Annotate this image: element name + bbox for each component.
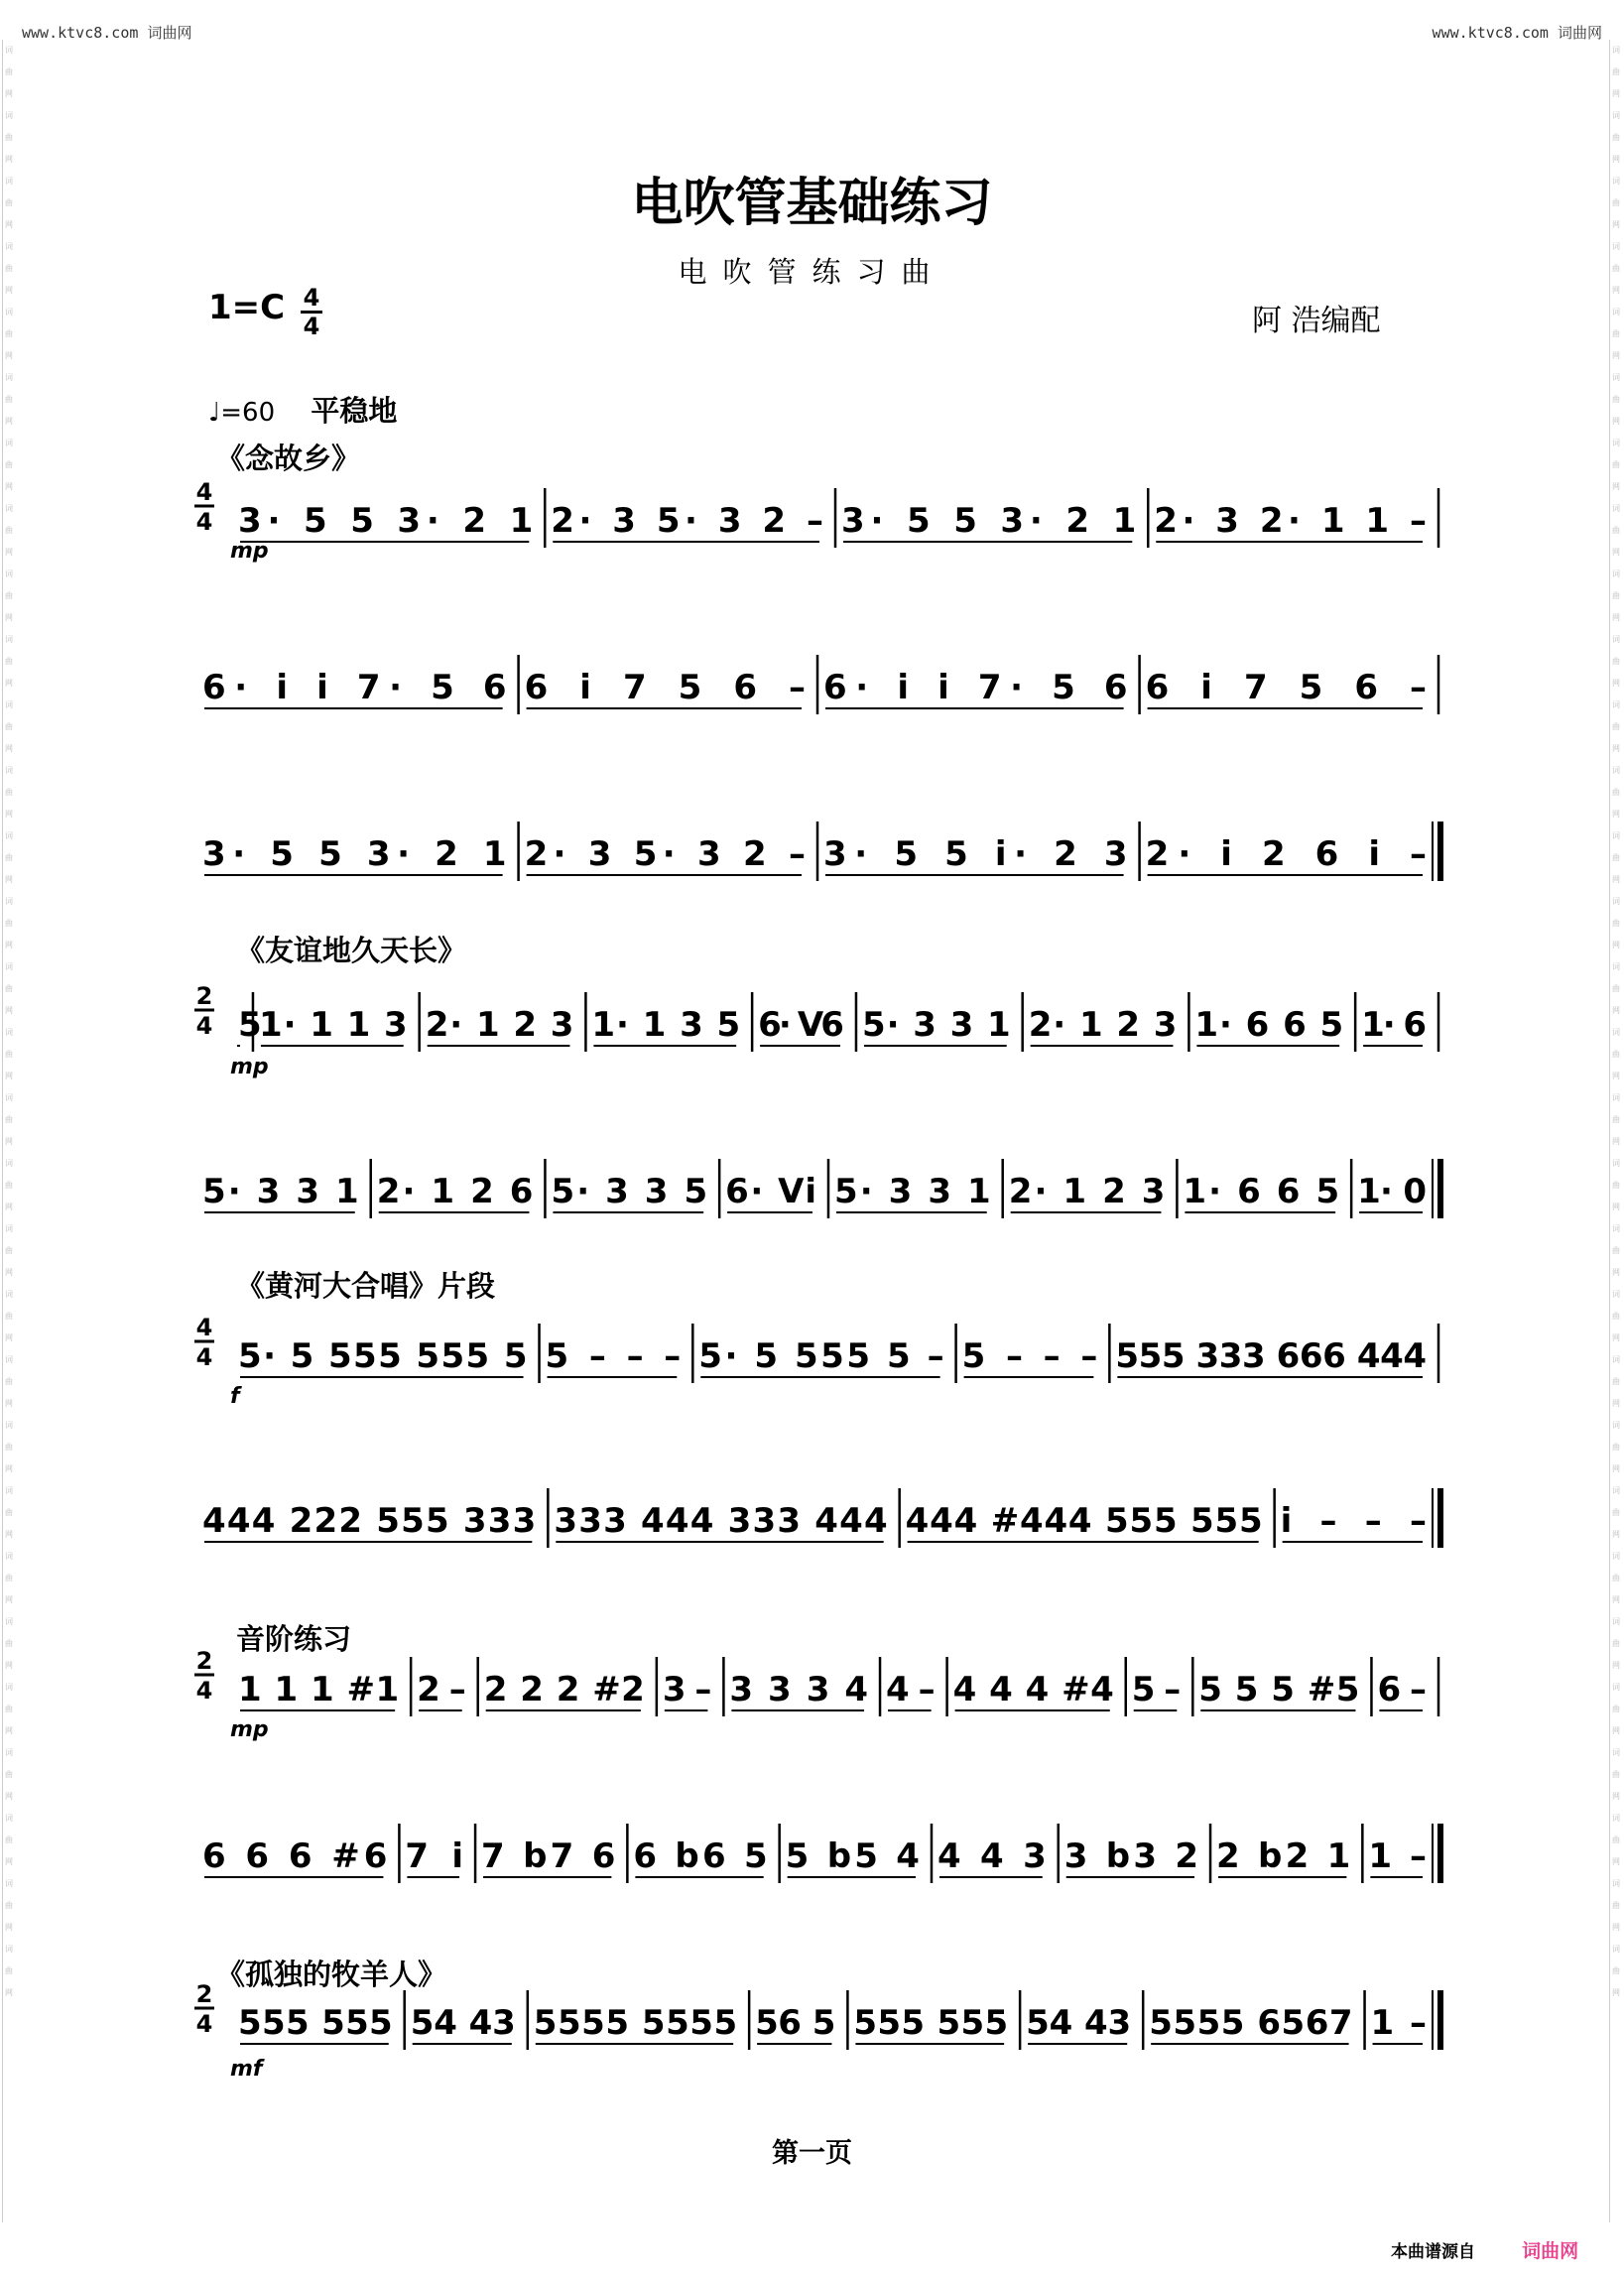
watermark-char: 词 — [5, 1290, 13, 1299]
watermark-char: 网 — [5, 1726, 13, 1735]
watermark-char: 曲 — [1612, 1050, 1620, 1059]
watermark-char: 曲 — [1612, 1181, 1620, 1190]
watermark-char: 词 — [1612, 700, 1620, 709]
measure-notes: 1· 1 1 3 — [258, 1005, 408, 1045]
watermark-char: 词 — [1612, 242, 1620, 251]
measure-notes: 6 b6 5 — [633, 1836, 768, 1876]
watermark-char: 网 — [1612, 220, 1620, 229]
watermark-char: 曲 — [1612, 67, 1620, 76]
watermark-char: 词 — [1612, 897, 1620, 906]
watermark-char: 曲 — [5, 395, 13, 404]
watermark-char: 词 — [1612, 635, 1620, 644]
dynamic-mark: f — [230, 1384, 240, 1409]
watermark-char: 曲 — [5, 1966, 13, 1975]
watermark-char: 网 — [5, 1137, 13, 1146]
measure-notes: 5555 5555 — [533, 2003, 738, 2043]
watermark-char: 词 — [5, 1879, 13, 1888]
measure-notes: 3· 5 5 3· 2 1 — [202, 834, 507, 874]
watermark-char: 词 — [5, 46, 13, 55]
measure-notes: 333 444 333 444 — [554, 1501, 888, 1541]
watermark-char: 网 — [1612, 1072, 1620, 1080]
watermark-char: 曲 — [5, 198, 13, 207]
watermark-char: 网 — [5, 810, 13, 819]
measure-notes: 3· 5 5 3· 2 1 — [841, 501, 1137, 541]
watermark-char: 词 — [1612, 1224, 1620, 1233]
watermark-char: 词 — [5, 1028, 13, 1037]
measure-notes: 444 #444 555 555 — [905, 1501, 1263, 1541]
watermark-char: 曲 — [1612, 984, 1620, 993]
watermark-char: 曲 — [5, 853, 13, 862]
watermark-char: 曲 — [5, 264, 13, 273]
watermark-char: 网 — [5, 286, 13, 295]
watermark-char: 网 — [5, 1268, 13, 1277]
dynamic-mark: mf — [230, 2057, 263, 2082]
watermark-char: 词 — [5, 1093, 13, 1102]
watermark-char: 曲 — [5, 919, 13, 928]
watermark-char: 网 — [5, 89, 13, 98]
watermark-char: 词 — [1612, 1945, 1620, 1954]
page-title: 电吹管基础练习 — [631, 174, 993, 233]
measure-notes: 555 555 — [238, 2003, 393, 2043]
watermark-char: 曲 — [5, 1901, 13, 1910]
watermark-char: 网 — [5, 1530, 13, 1539]
time-signature-bottom: 4 — [195, 1677, 213, 1705]
watermark-char: 曲 — [1612, 1770, 1620, 1779]
measure-notes: 5· 3 3 1 — [861, 1005, 1011, 1045]
watermark-char: 词 — [5, 962, 13, 971]
measure-notes: 7 b7 6 — [481, 1836, 616, 1876]
measure-notes: 4 – — [886, 1670, 936, 1709]
watermark-char: 曲 — [5, 329, 13, 338]
watermark-char: 词 — [5, 439, 13, 447]
watermark-char: 网 — [1612, 810, 1620, 819]
time-signature-bottom: 4 — [195, 2010, 213, 2038]
measure-notes: 2 b2 1 — [1216, 1836, 1351, 1876]
measure-notes: 2· 3 5· 3 2 – — [524, 834, 806, 874]
watermark-char: 词 — [5, 1748, 13, 1757]
watermark-char: 网 — [1612, 941, 1620, 949]
watermark-char: 曲 — [1612, 1705, 1620, 1713]
watermark-char: 网 — [1612, 155, 1620, 164]
measure-notes: 3 b3 2 — [1063, 1836, 1199, 1876]
watermark-char: 词 — [1612, 111, 1620, 120]
watermark-char: 网 — [5, 744, 13, 753]
watermark-char: 网 — [1612, 482, 1620, 491]
watermark-char: 网 — [5, 548, 13, 557]
watermark-char: 词 — [5, 111, 13, 120]
watermark-char: 词 — [5, 1814, 13, 1823]
watermark-char: 曲 — [1612, 1508, 1620, 1517]
watermark-char: 曲 — [5, 1246, 13, 1255]
watermark-char: 网 — [1612, 1792, 1620, 1801]
watermark-char: 词 — [1612, 177, 1620, 186]
watermark-char: 词 — [5, 569, 13, 578]
watermark-char: 词 — [1612, 1028, 1620, 1037]
watermark-char: 网 — [1612, 1661, 1620, 1670]
watermark-char: 曲 — [5, 526, 13, 535]
watermark-char: 网 — [1612, 1464, 1620, 1473]
watermark-char: 网 — [1612, 1006, 1620, 1015]
watermark-char: 词 — [1612, 1093, 1620, 1102]
dynamic-mark: mp — [230, 539, 269, 564]
watermark-char: 网 — [5, 679, 13, 688]
watermark-char: 网 — [5, 1464, 13, 1473]
measure-notes: 2· 3 2· 1 1 – — [1154, 501, 1427, 541]
measure-notes: 2· 1 2 3 — [1008, 1172, 1166, 1211]
watermark-char: 词 — [5, 766, 13, 775]
tempo-marking: ♩=60 平稳地 — [208, 394, 398, 428]
watermark-char: 网 — [1612, 1726, 1620, 1735]
watermark-char: 词 — [1612, 766, 1620, 775]
watermark-char: 曲 — [5, 1377, 13, 1386]
watermark-char: 曲 — [1612, 526, 1620, 535]
watermark-char: 网 — [1612, 1530, 1620, 1539]
measure-notes: 2· 1 2 3 — [1028, 1005, 1178, 1045]
section-title: 音阶练习 — [236, 1622, 352, 1656]
watermark-char: 网 — [5, 1006, 13, 1015]
watermark-char: 曲 — [1612, 1312, 1620, 1321]
arranger: 阿 浩编配 — [1252, 304, 1381, 338]
page-number: 第一页 — [772, 2138, 852, 2169]
watermark-char: 词 — [5, 1617, 13, 1626]
measure-notes: 3· 5 5 i· 2 3 — [823, 834, 1128, 874]
measure-notes: 555 333 666 444 — [1115, 1336, 1427, 1376]
time-signature-bottom: 4 — [195, 508, 213, 536]
watermark-char: 词 — [1612, 46, 1620, 55]
watermark-char: 网 — [5, 1661, 13, 1670]
watermark-char: 曲 — [1612, 1115, 1620, 1124]
measure-notes: 2 2 2 #2 — [483, 1670, 645, 1709]
measure-notes: 54 43 — [410, 2003, 516, 2043]
watermark-char: 词 — [1612, 1748, 1620, 1757]
measure-notes: 1· 0 — [1357, 1172, 1427, 1211]
time-signature-bottom: 4 — [195, 1343, 213, 1371]
watermark-char: 词 — [1612, 373, 1620, 382]
watermark-char: 曲 — [1612, 1246, 1620, 1255]
watermark-char: 网 — [1612, 286, 1620, 295]
watermark-char: 网 — [5, 1792, 13, 1801]
watermark-char: 网 — [5, 351, 13, 360]
measure-notes: 3 3 3 4 — [729, 1670, 869, 1709]
watermark-char: 网 — [1612, 89, 1620, 98]
measure-notes: 1· 1 3 5 — [591, 1005, 741, 1045]
watermark-char: 网 — [5, 417, 13, 426]
time-signature-top: 4 — [195, 478, 213, 506]
brand-logo: 词曲网 — [1522, 2240, 1579, 2262]
watermark-char: 曲 — [1612, 1901, 1620, 1910]
measure-notes: 1 1 1 #1 — [238, 1670, 400, 1709]
measure-notes: 5 5 5 #5 — [1198, 1670, 1360, 1709]
watermark-char: 词 — [1612, 1879, 1620, 1888]
watermark-char: 词 — [5, 1486, 13, 1495]
measure-notes: 2 – — [417, 1670, 466, 1709]
watermark-char: 曲 — [5, 460, 13, 469]
watermark-char: 词 — [1612, 1486, 1620, 1495]
measure-notes: 6· i i 7· 5 6 — [823, 668, 1128, 707]
watermark-char: 词 — [5, 1945, 13, 1954]
measure-notes: 5 — [238, 1005, 262, 1045]
watermark-char: 网 — [5, 1595, 13, 1604]
watermark-char: 网 — [1612, 1137, 1620, 1146]
measure-notes: 2· 1 2 6 — [376, 1172, 534, 1211]
measure-notes: 5· 3 3 1 — [833, 1172, 991, 1211]
watermark-char: 词 — [5, 373, 13, 382]
time-signature-bottom: 4 — [195, 1012, 213, 1040]
measure-notes: 6· V6 — [758, 1005, 844, 1045]
page-subtitle: 电吹管练习曲 — [678, 255, 946, 289]
measure-notes: 5· 3 3 5 — [551, 1172, 708, 1211]
watermark-char: 网 — [1612, 1595, 1620, 1604]
watermark-char: 词 — [1612, 1290, 1620, 1299]
measure-notes: 4 4 3 — [937, 1836, 1047, 1876]
watermark-char: 网 — [5, 1333, 13, 1342]
measure-notes: 54 43 — [1026, 2003, 1132, 2043]
watermark-char: 网 — [1612, 1399, 1620, 1408]
watermark-char: 网 — [5, 155, 13, 164]
watermark-char: 词 — [1612, 831, 1620, 840]
watermark-char: 网 — [5, 1072, 13, 1080]
watermark-char: 网 — [1612, 1202, 1620, 1211]
watermark-char: 词 — [1612, 1814, 1620, 1823]
watermark-char: 曲 — [1612, 788, 1620, 797]
watermark-char: 词 — [5, 897, 13, 906]
time-signature-header: 4 4 — [301, 286, 322, 338]
watermark-char: 词 — [5, 504, 13, 513]
source-credit: 本曲谱源自 词曲网 — [1391, 2240, 1579, 2262]
watermark-char: 词 — [5, 1159, 13, 1168]
watermark-char: 曲 — [1612, 1574, 1620, 1582]
watermark-char: 网 — [1612, 351, 1620, 360]
measure-notes: 2· 3 5· 3 2 – — [551, 501, 823, 541]
watermark-char: 词 — [1612, 1159, 1620, 1168]
watermark-char: 词 — [5, 1421, 13, 1430]
section-title: 《念故乡》 — [216, 442, 361, 475]
measure-notes: 6· i i 7· 5 6 — [202, 668, 507, 707]
watermark-char: 网 — [5, 941, 13, 949]
watermark-char: 曲 — [1612, 395, 1620, 404]
watermark-char: 网 — [1612, 875, 1620, 884]
watermark-char: 词 — [5, 1683, 13, 1692]
section-title: 《孤独的牧羊人》 — [216, 1958, 447, 1991]
watermark-char: 曲 — [5, 1574, 13, 1582]
measure-notes: 5· 5 555 5 – — [698, 1336, 944, 1376]
watermark-char: 词 — [5, 831, 13, 840]
watermark-char: 网 — [5, 220, 13, 229]
watermark-char: 词 — [5, 177, 13, 186]
watermark-char: 词 — [5, 700, 13, 709]
watermark-char: 曲 — [1612, 591, 1620, 600]
watermark-char: 曲 — [5, 1508, 13, 1517]
watermark-char: 曲 — [1612, 264, 1620, 273]
watermark-char: 曲 — [5, 984, 13, 993]
measure-notes: 6 6 6 #6 — [202, 1836, 388, 1876]
watermark-char: 曲 — [5, 1835, 13, 1844]
time-signature-top: 4 — [195, 1314, 213, 1341]
watermark-top-right: www.ktvc8.com 词曲网 — [1432, 24, 1602, 42]
watermark-char: 词 — [1612, 1617, 1620, 1626]
measure-notes: 4 4 4 #4 — [952, 1670, 1114, 1709]
watermark-char: 网 — [5, 1988, 13, 1997]
measure-notes: 1 – — [1370, 2003, 1427, 2043]
time-signature-top: 2 — [195, 1980, 213, 2008]
watermark-char: 词 — [1612, 1421, 1620, 1430]
watermark-char: 曲 — [1612, 919, 1620, 928]
section-title: 《友谊地久天长》 — [236, 934, 467, 967]
watermark-char: 网 — [1612, 679, 1620, 688]
watermark-char: 词 — [1612, 1683, 1620, 1692]
watermark-char: 网 — [5, 875, 13, 884]
watermark-char: 曲 — [5, 1050, 13, 1059]
watermark-char: 曲 — [5, 657, 13, 666]
watermark-char: 网 — [5, 1923, 13, 1932]
measure-notes: 56 5 — [755, 2003, 836, 2043]
watermark-char: 网 — [1612, 1923, 1620, 1932]
watermark-char: 词 — [5, 242, 13, 251]
watermark-char: 网 — [5, 613, 13, 622]
measure-notes: 5 – – – — [961, 1336, 1098, 1376]
watermark-char: 曲 — [1612, 1377, 1620, 1386]
watermark-char: 曲 — [5, 67, 13, 76]
watermark-char: 曲 — [5, 1639, 13, 1648]
watermark-char: 词 — [1612, 308, 1620, 316]
measure-notes: 5555 6567 — [1149, 2003, 1353, 2043]
measure-notes: 5 – — [1131, 1670, 1182, 1709]
dynamic-mark: mp — [230, 1055, 269, 1079]
measure-notes: 5· 5 555 555 5 — [238, 1336, 528, 1376]
watermark-char: 曲 — [1612, 329, 1620, 338]
measure-notes: 5 – – – — [545, 1336, 682, 1376]
watermark-char: 词 — [5, 308, 13, 316]
watermark-char: 曲 — [1612, 1639, 1620, 1648]
time-signature-top: 2 — [195, 982, 213, 1010]
watermark-char: 曲 — [5, 1770, 13, 1779]
quarter-note-icon: ♩ — [208, 398, 221, 428]
watermark-char: 曲 — [1612, 1835, 1620, 1844]
watermark-char: 词 — [1612, 504, 1620, 513]
watermark-char: 网 — [1612, 613, 1620, 622]
measure-notes: 5· 3 3 1 — [202, 1172, 359, 1211]
watermark-char: 网 — [5, 482, 13, 491]
watermark-char: 曲 — [1612, 1443, 1620, 1452]
watermark-char: 词 — [5, 1552, 13, 1561]
measure-notes: 444 222 555 333 — [202, 1501, 537, 1541]
watermark-char: 曲 — [5, 133, 13, 142]
key-signature: 1=C — [208, 288, 286, 327]
watermark-char: 词 — [5, 635, 13, 644]
watermark-char: 词 — [1612, 569, 1620, 578]
watermark-char: 网 — [1612, 744, 1620, 753]
time-signature-top: 2 — [195, 1647, 213, 1675]
watermark-char: 网 — [1612, 1988, 1620, 1997]
watermark-char: 词 — [1612, 439, 1620, 447]
watermark-char: 词 — [1612, 962, 1620, 971]
watermark-char: 网 — [5, 1857, 13, 1866]
watermark-char: 曲 — [1612, 657, 1620, 666]
watermark-char: 曲 — [1612, 853, 1620, 862]
measure-notes: 2· 1 2 3 — [425, 1005, 574, 1045]
dynamic-mark: mp — [230, 1717, 269, 1742]
watermark-char: 网 — [5, 1399, 13, 1408]
watermark-char: 曲 — [1612, 460, 1620, 469]
watermark-char: 网 — [1612, 1333, 1620, 1342]
watermark-char: 词 — [5, 1355, 13, 1364]
watermark-char: 曲 — [5, 591, 13, 600]
watermark-char: 网 — [1612, 548, 1620, 557]
watermark-top-left: www.ktvc8.com 词曲网 — [22, 24, 192, 42]
measure-notes: 555 555 — [853, 2003, 1009, 2043]
measure-notes: 3 – — [662, 1670, 712, 1709]
watermark-char: 曲 — [5, 1705, 13, 1713]
measure-notes: 1· 6 — [1361, 1005, 1427, 1045]
watermark-char: 曲 — [5, 1181, 13, 1190]
watermark-char: 曲 — [1612, 1966, 1620, 1975]
watermark-char: 曲 — [1612, 722, 1620, 731]
measure-notes: 6· Vi — [725, 1172, 816, 1211]
measure-notes: i – – – — [1280, 1501, 1427, 1541]
watermark-char: 词 — [1612, 1552, 1620, 1561]
measure-notes: 1· 6 6 5 — [1183, 1172, 1340, 1211]
measure-notes: 3· 5 5 3· 2 1 — [238, 501, 534, 541]
watermark-char: 曲 — [5, 722, 13, 731]
watermark-char: 网 — [1612, 417, 1620, 426]
measure-notes: 6 i 7 5 6 – — [1145, 668, 1427, 707]
watermark-char: 词 — [1612, 1355, 1620, 1364]
watermark-char: 曲 — [5, 1312, 13, 1321]
measure-notes: 1 – — [1368, 1836, 1427, 1876]
watermark-char: 网 — [1612, 1268, 1620, 1277]
measure-notes: 5 b5 4 — [785, 1836, 920, 1876]
watermark-char: 网 — [1612, 1857, 1620, 1866]
measure-notes: 1· 6 6 5 — [1194, 1005, 1344, 1045]
section-title: 《黄河大合唱》片段 — [236, 1269, 496, 1303]
measure-notes: 6 – — [1377, 1670, 1427, 1709]
measure-notes: 6 i 7 5 6 – — [524, 668, 806, 707]
watermark-char: 曲 — [1612, 133, 1620, 142]
measure-notes: 2· i 2 6 i – — [1145, 834, 1427, 874]
watermark-char: 曲 — [1612, 198, 1620, 207]
watermark-char: 曲 — [5, 788, 13, 797]
measure-notes: 7 i — [405, 1836, 464, 1876]
watermark-char: 曲 — [5, 1443, 13, 1452]
watermark-char: 词 — [5, 1224, 13, 1233]
watermark-char: 网 — [5, 1202, 13, 1211]
watermark-char: 曲 — [5, 1115, 13, 1124]
